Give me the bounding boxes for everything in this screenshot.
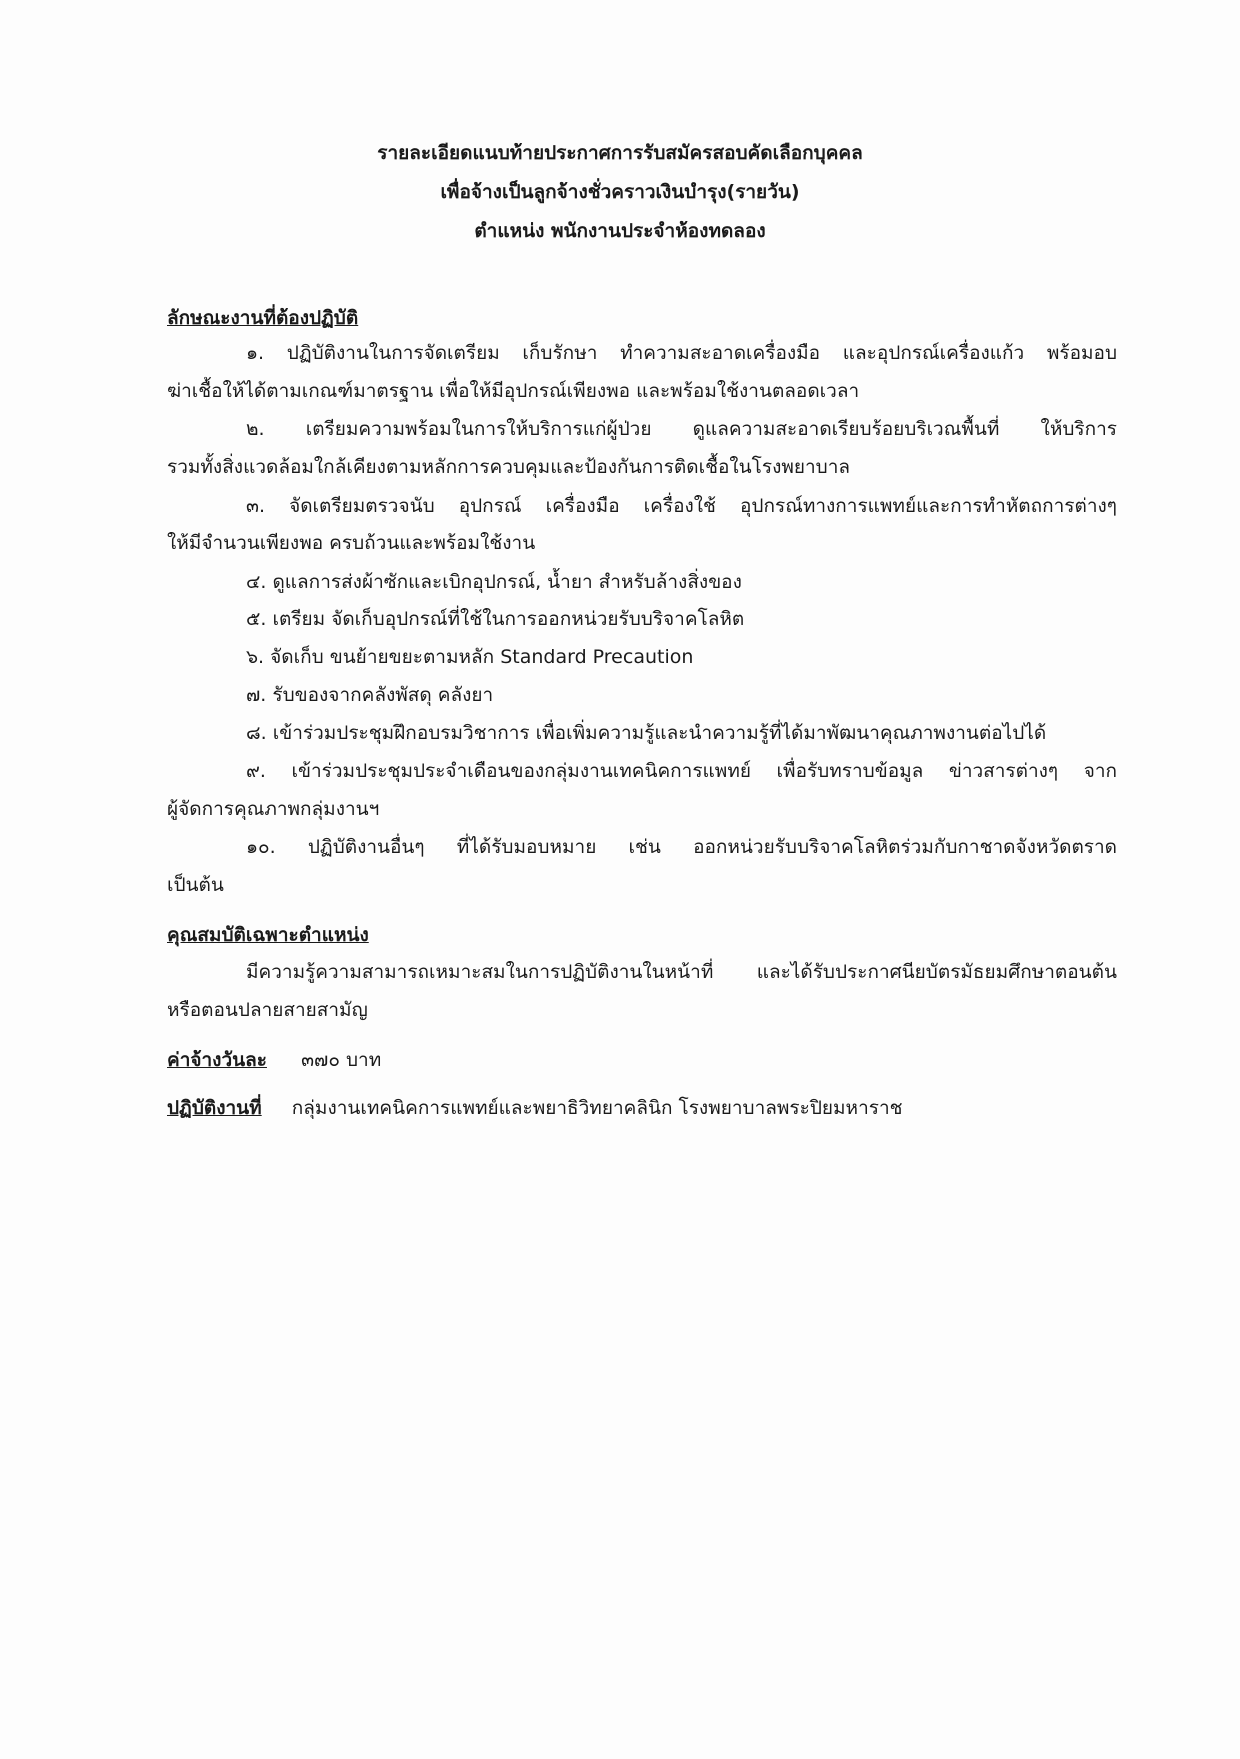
qualifications-line-2: หรือตอนปลายสายสามัญ bbox=[167, 999, 368, 1021]
workplace-value: กลุ่มงานเทคนิคการแพทย์และพยาธิวิทยาคลินิก โรงพยาบาลพระปิยมหาราช bbox=[291, 1097, 903, 1119]
wage-row bbox=[167, 1048, 381, 1072]
workplace-row bbox=[167, 1096, 903, 1120]
title-line-2: เพื่อจ้างเป็นลูกจ้างชั่วคราวเงินบำรุง(รายวัน) bbox=[440, 181, 800, 203]
duty-1-line-2: ฆ่าเชื้อให้ได้ตามเกณฑ์มาตรฐาน เพื่อให้มีอุปกรณ์เพียงพอ และพร้อมใช้งานตลอดเวลา bbox=[167, 380, 860, 402]
duty-6: ๖. จัดเก็บ ขนย้ายขยะตามหลัก Standard Precaution bbox=[246, 646, 694, 668]
duty-5: ๕. เตรียม จัดเก็บอุปกรณ์ที่ใช้ในการออกหน่วยรับบริจาคโลหิต bbox=[246, 608, 745, 630]
wage-value: ๓๗๐ บาท bbox=[301, 1049, 382, 1071]
duty-1-line-1: ๑. ปฏิบัติงานในการจัดเตรียม เก็บรักษา ทำความสะอาดเครื่องมือ และอุปกรณ์เครื่องแก้ว พร้อมอบ bbox=[246, 342, 1117, 364]
qualifications-heading: คุณสมบัติเฉพาะตำแหน่ง bbox=[167, 924, 369, 946]
duty-4: ๔. ดูแลการส่งผ้าซักและเบิกอุปกรณ์, น้ำยา สำหรับล้างสิ่งของ bbox=[246, 571, 742, 593]
duty-3-line-2: ให้มีจำนวนเพียงพอ ครบถ้วนและพร้อมใช้งาน bbox=[167, 532, 536, 554]
duty-7: ๗. รับของจากคลังพัสดุ คลังยา bbox=[246, 684, 494, 706]
duty-9-line-1: ๙. เข้าร่วมประชุมประจำเดือนของกลุ่มงานเทคนิคการแพทย์ เพื่อรับทราบข้อมูล ข่าวสารต่างๆ จาก bbox=[246, 760, 1117, 782]
title-line-3: ตำแหน่ง พนักงานประจำห้องทดลอง bbox=[474, 220, 766, 242]
duties-heading: ลักษณะงานที่ต้องปฏิบัติ bbox=[167, 307, 359, 329]
duty-10-line-2: เป็นต้น bbox=[167, 874, 224, 896]
duty-9-line-2: ผู้จัดการคุณภาพกลุ่มงานฯ bbox=[167, 798, 380, 820]
wage-label: ค่าจ้างวันละ bbox=[167, 1049, 267, 1071]
duty-3-line-1: ๓. จัดเตรียมตรวจนับ อุปกรณ์ เครื่องมือ เครื่องใช้ อุปกรณ์ทางการแพทย์และการทำหัตถการต่างๆ bbox=[246, 495, 1117, 517]
duty-8: ๘. เข้าร่วมประชุมฝึกอบรมวิชาการ เพื่อเพิ่มความรู้และนำความรู้ที่ได้มาพัฒนาคุณภาพงานต่อไปได้ bbox=[246, 722, 1047, 744]
duty-10-line-1: ๑๐. ปฏิบัติงานอื่นๆ ที่ได้รับมอบหมาย เช่น ออกหน่วยรับบริจาคโลหิตร่วมกับกาชาดจังหวัดตราด bbox=[246, 836, 1117, 858]
workplace-label: ปฏิบัติงานที่ bbox=[167, 1097, 262, 1119]
title-line-1: รายละเอียดแนบท้ายประกาศการรับสมัครสอบคัดเลือกบุคคล bbox=[377, 142, 863, 164]
qualifications-line-1: มีความรู้ความสามารถเหมาะสมในการปฏิบัติงานในหน้าที่ และได้รับประกาศนียบัตรมัธยมศึกษาตอนต้น bbox=[246, 961, 1117, 983]
duty-2-line-2: รวมทั้งสิ่งแวดล้อมใกล้เคียงตามหลักการควบคุมและป้องกันการติดเชื้อในโรงพยาบาล bbox=[167, 456, 851, 478]
duty-2-line-1: ๒. เตรียมความพร้อมในการให้บริการแก่ผู้ป่วย ดูแลความสะอาดเรียบร้อยบริเวณพื้นที่ ให้บริการ bbox=[246, 418, 1117, 440]
